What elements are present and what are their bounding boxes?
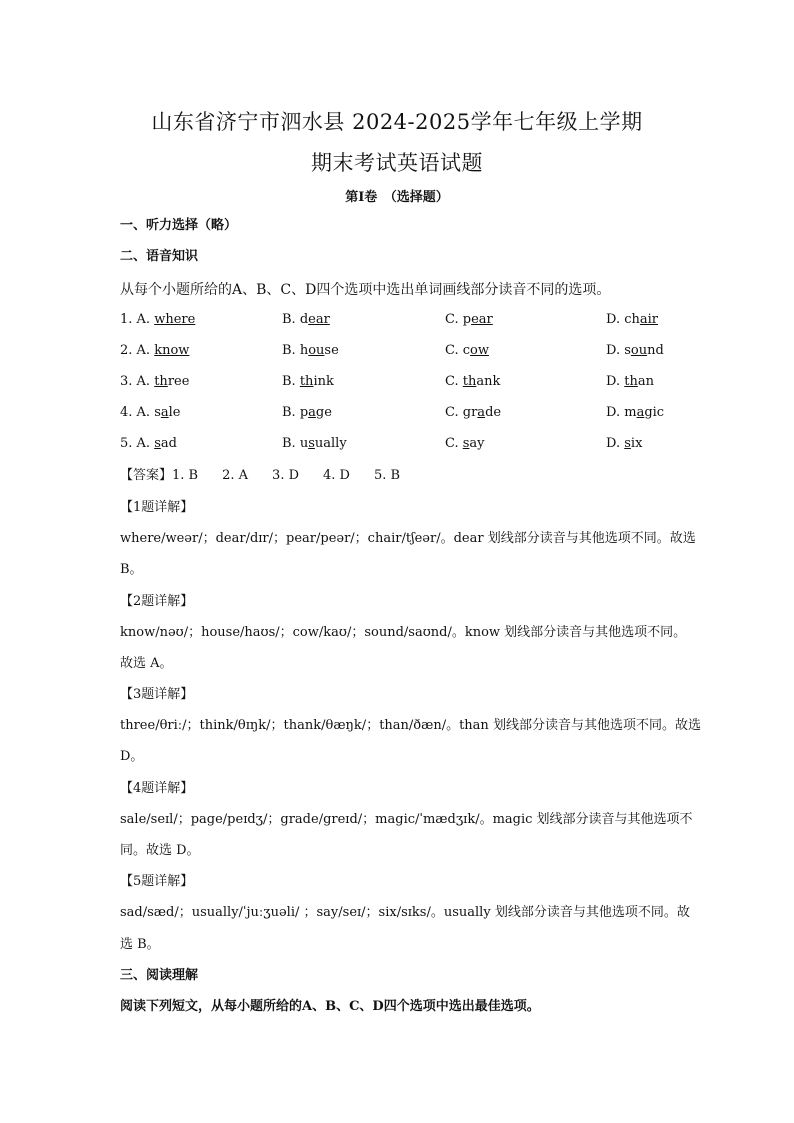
detail-2-text: know/nəʊ/；house/haʊs/；cow/kaʊ/；sound/saʊnd/。know 划线部分读音与其他选项不同。 xyxy=(120,625,687,640)
detail-3-heading: 【3题详解】 xyxy=(120,687,194,702)
detail-1-text-cont: B。 xyxy=(120,562,143,577)
option-label: C. xyxy=(445,436,463,451)
option-word-part: an xyxy=(637,374,654,389)
option-word-part: gic xyxy=(644,405,665,420)
title-line-2: 期末考试英语试题 xyxy=(311,151,483,175)
option-word-part: p xyxy=(462,312,472,327)
answer-line xyxy=(120,467,424,485)
option-label: C. xyxy=(445,312,463,327)
answer-4: 4. D xyxy=(323,468,350,483)
detail-4-heading: 【4题详解】 xyxy=(120,781,194,796)
option-word-part: c xyxy=(462,343,471,358)
question-1-option-a xyxy=(120,312,195,327)
section-label: 第Ⅰ卷 （选择题） xyxy=(345,190,449,205)
option-word-underlined: ow xyxy=(170,343,190,358)
question-2-option-c xyxy=(445,343,489,358)
option-label: B. xyxy=(282,312,300,327)
question-4-option-a xyxy=(120,405,181,420)
question-4-option-b xyxy=(282,405,332,420)
question-5-option-b xyxy=(282,436,347,451)
question-3-option-a xyxy=(120,374,189,389)
detail-1-text: where/weər/；dear/dɪr/；pear/peər/；chair/tʃeər/。dear 划线部分读音与其他选项不同。故选 xyxy=(120,531,696,546)
answer-2: 2. A xyxy=(222,468,249,483)
option-word-underlined: a xyxy=(636,405,645,420)
option-word-underlined: a xyxy=(160,405,169,420)
option-label: D. xyxy=(606,436,625,451)
detail-3-text: three/θriː/；think/θɪŋk/；thank/θæŋk/；than/ðæn/。than 划线部分读音与其他选项不同。故选 xyxy=(120,718,701,733)
option-label: D. xyxy=(606,312,625,327)
option-label: D. xyxy=(606,405,625,420)
option-word-underlined: s xyxy=(624,436,631,451)
option-word-part: le xyxy=(168,405,181,420)
option-label: 4. A. xyxy=(120,405,155,420)
part3-heading: 三、阅读理解 xyxy=(120,968,199,983)
option-label: B. xyxy=(282,436,300,451)
option-word-underlined: ear xyxy=(471,312,493,327)
option-word-underlined: air xyxy=(639,312,659,327)
option-word-part: u xyxy=(299,436,309,451)
option-label: B. xyxy=(282,374,300,389)
option-word-part: ad xyxy=(160,436,177,451)
option-word-part: ree xyxy=(167,374,190,389)
question-4-option-d xyxy=(606,405,664,420)
question-2-option-a xyxy=(120,343,189,358)
answer-5: 5. B xyxy=(373,468,401,483)
option-word-underlined: s xyxy=(462,436,470,451)
detail-2-text-cont: 故选 A。 xyxy=(120,656,173,671)
option-word-part: se xyxy=(324,343,339,358)
option-word-part: s xyxy=(624,343,631,358)
question-2-option-b xyxy=(282,343,339,358)
detail-5-text-cont: 选 B。 xyxy=(120,937,160,952)
question-1-option-b xyxy=(282,312,330,327)
question-3-option-d xyxy=(606,374,654,389)
question-1-option-d xyxy=(606,312,658,327)
option-word-underlined: ou xyxy=(630,343,648,358)
option-label: 5. A. xyxy=(120,436,155,451)
question-3-option-c xyxy=(445,374,500,389)
option-word-underlined: ear xyxy=(308,312,330,327)
option-word-underlined: ow xyxy=(470,343,489,358)
reading-instruction: 阅读下列短文，从每小题所给的A、B、C、D四个选项中选出最佳选项。 xyxy=(120,999,540,1014)
part2-heading: 二、语音知识 xyxy=(120,249,199,264)
option-word-underlined: a xyxy=(308,405,316,420)
option-word-underlined: s xyxy=(308,436,315,451)
option-word-part: p xyxy=(299,405,309,420)
option-label: C. xyxy=(445,343,463,358)
detail-4-text: sale/seɪl/；page/peɪdʒ/；grade/greɪd/；magic/ˈmædʒɪk/。magic 划线部分读音与其他选项不 xyxy=(120,812,693,827)
answer-1: 1. B xyxy=(172,468,199,483)
question-5-option-d xyxy=(606,436,642,451)
option-word-underlined: th xyxy=(299,374,314,389)
option-word-part: s xyxy=(154,405,161,420)
option-label: 2. A. xyxy=(120,343,155,358)
option-word-part: h xyxy=(299,343,309,358)
option-word-underlined: s xyxy=(154,436,161,451)
answer-label: 【答案】 xyxy=(120,468,173,483)
option-label: 3. A. xyxy=(120,374,155,389)
question-5-option-c xyxy=(445,436,485,451)
question-2-option-d xyxy=(606,343,664,358)
detail-5-text: sad/sæd/；usually/ˈjuːʒuəli/ ；say/seɪ/；six/sɪks/。usually 划线部分读音与其他选项不同。故 xyxy=(120,905,690,920)
option-word-underlined: re xyxy=(181,312,196,327)
question-5-option-a xyxy=(120,436,177,451)
option-word-underlined: ou xyxy=(308,343,325,358)
option-word-underlined: a xyxy=(477,405,486,420)
option-word-part: gr xyxy=(462,405,478,420)
option-word-part: ay xyxy=(469,436,485,451)
option-word-part: m xyxy=(624,405,637,420)
option-word-underlined: kn xyxy=(154,343,171,358)
detail-4-text-cont: 同。故选 D。 xyxy=(120,843,200,858)
question-3-option-b xyxy=(282,374,334,389)
option-word-part: ge xyxy=(315,405,332,420)
question-1-option-c xyxy=(445,312,493,327)
question-4-option-c xyxy=(445,405,501,420)
option-word-underlined: th xyxy=(154,374,168,389)
option-label: B. xyxy=(282,405,300,420)
instruction: 从每个小题所给的A、B、C、D四个选项中选出单词画线部分读音不同的选项。 xyxy=(120,282,611,298)
option-label: D. xyxy=(606,343,625,358)
option-label: 1. A. xyxy=(120,312,155,327)
option-word-part: nd xyxy=(647,343,664,358)
part1-heading: 一、听力选择（略） xyxy=(120,218,238,233)
option-word-part: ank xyxy=(476,374,501,389)
option-word-part: de xyxy=(485,405,502,420)
title-line-1: 山东省济宁市泗水县 2024-2025学年七年级上学期 xyxy=(151,110,643,134)
detail-2-heading: 【2题详解】 xyxy=(120,594,194,609)
option-word-part: ch xyxy=(624,312,640,327)
option-word-part: ix xyxy=(630,436,643,451)
answer-3: 3. D xyxy=(272,468,300,483)
detail-5-heading: 【5题详解】 xyxy=(120,874,194,889)
option-word-underlined: th xyxy=(624,374,638,389)
option-word-part: d xyxy=(299,312,309,327)
option-label: D. xyxy=(606,374,625,389)
detail-1-heading: 【1题详解】 xyxy=(120,500,194,515)
option-word-part: ually xyxy=(314,436,347,451)
option-word-underlined: th xyxy=(462,374,477,389)
option-label: C. xyxy=(445,374,463,389)
option-label: C. xyxy=(445,405,463,420)
detail-3-text-cont: D。 xyxy=(120,749,144,764)
option-label: B. xyxy=(282,343,300,358)
option-word-underlined: whe xyxy=(154,312,182,327)
option-word-part: ink xyxy=(313,374,334,389)
